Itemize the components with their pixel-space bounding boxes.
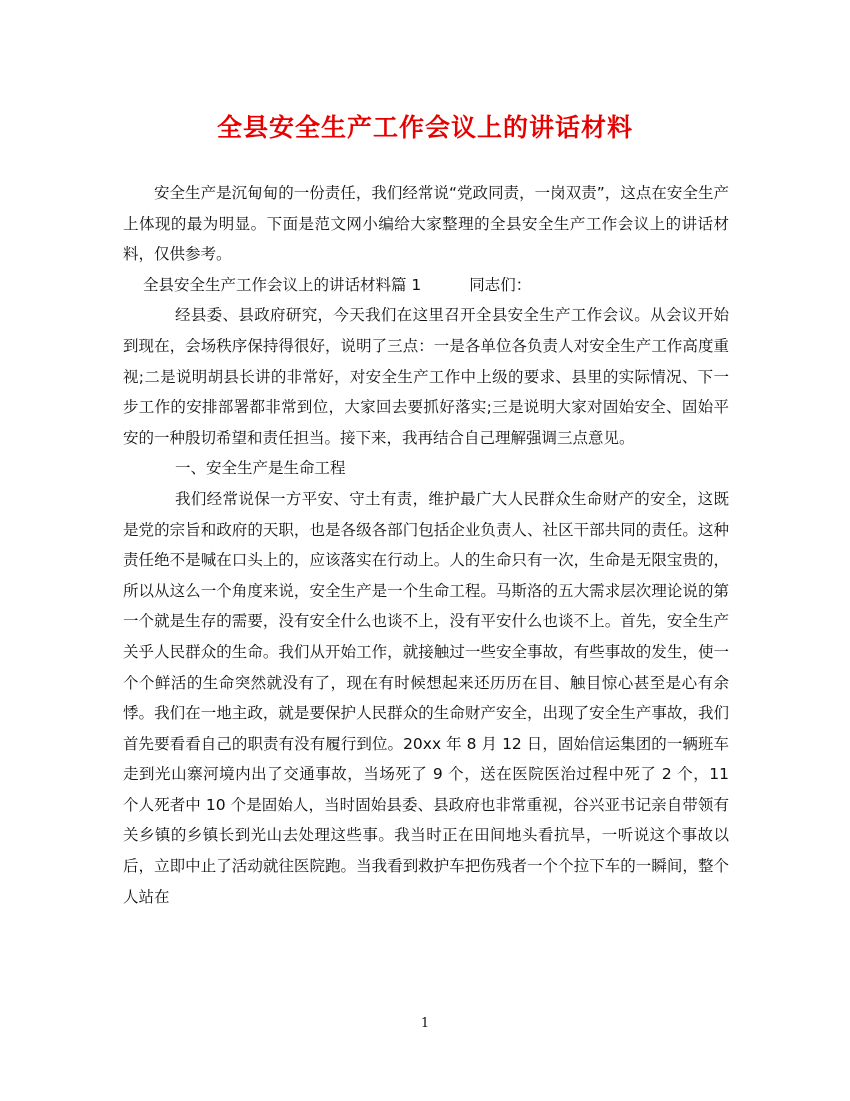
section-heading: 全县安全生产工作会议上的讲话材料篇 1 — [143, 275, 422, 294]
document-body — [123, 178, 729, 912]
salutation: 同志们： — [469, 275, 532, 294]
body-paragraph-1: 经县委、县政府研究，今天我们在这里召开全县安全生产工作会议。从会议开始到现在，会场秩序保持得很好，说明了三点：一是各单位各负责人对安全生产工作高度重视;二是说明胡县长讲的非常好，对安全生产工作中上级的要求、县里的实际情况、下一步工作的安排部署都非常到位，大家回去要抓好落实;三是说明大家对固始安全、固始平安的一种殷切希望和责任担当。接下来，我再结合自己理解强调三点意见。 — [123, 306, 729, 447]
section-heading-line — [123, 270, 729, 301]
body-paragraph-2: 我们经常说保一方平安、守土有责，维护最广大人民群众生命财产的安全，这既是党的宗旨和政府的天职，也是各级各部门包括企业负责人、社区干部共同的责任。这种责任绝不是喊在口头上的，应该落实在行动上。人的生命只有一次，生命是无限宝贵的，所以从这么一个角度来说，安全生产是一个生命工程。马斯洛的五大需求层次理论说的第一个就是生存的需要，没有安全什么也谈不上，没有平安什么也谈不上。首先，安全生产关乎人民群众的生命。我们从开始工作，就接触过一些安全事故，有些事故的发生，使一个个鲜活的生命突然就没有了，现在有时候想起来还历历在目、触目惊心甚至是心有余悸。我们在一地主政，就是要保护人民群众的生命财产安全，出现了安全生产事故，我们首先要看看自己的职责有没有履行到位。20xx 年 8 月 12 日，固始信运集团的一辆班车走到光山寨河境内出了交通事故，当场死了 9 个，送在医院医治过程中死了 2 个，11 个人死者中 10 个是固始人，当时固始县委、县政府也非常重视，谷兴亚书记亲自带领有关乡镇的乡镇长到光山去处理这些事。我当时正在田间地头看抗旱，一听说这个事故以后，立即中止了活动就往医院跑。当我看到救护车把伤残者一个个拉下车的一瞬间，整个人站在 — [123, 489, 729, 906]
intro-paragraph: 安全生产是沉甸甸的一份责任，我们经常说“党政同责，一岗双责”，这点在安全生产上体现的最为明显。下面是范文网小编给大家整理的全县安全生产工作会议上的讲话材料，仅供参考。 — [123, 184, 729, 264]
page-number: 1 — [420, 1016, 430, 1031]
document-title: 全县安全生产工作会议上的讲话材料 — [216, 113, 633, 142]
point-1-heading: 一、安全生产是生命工程 — [175, 459, 346, 478]
